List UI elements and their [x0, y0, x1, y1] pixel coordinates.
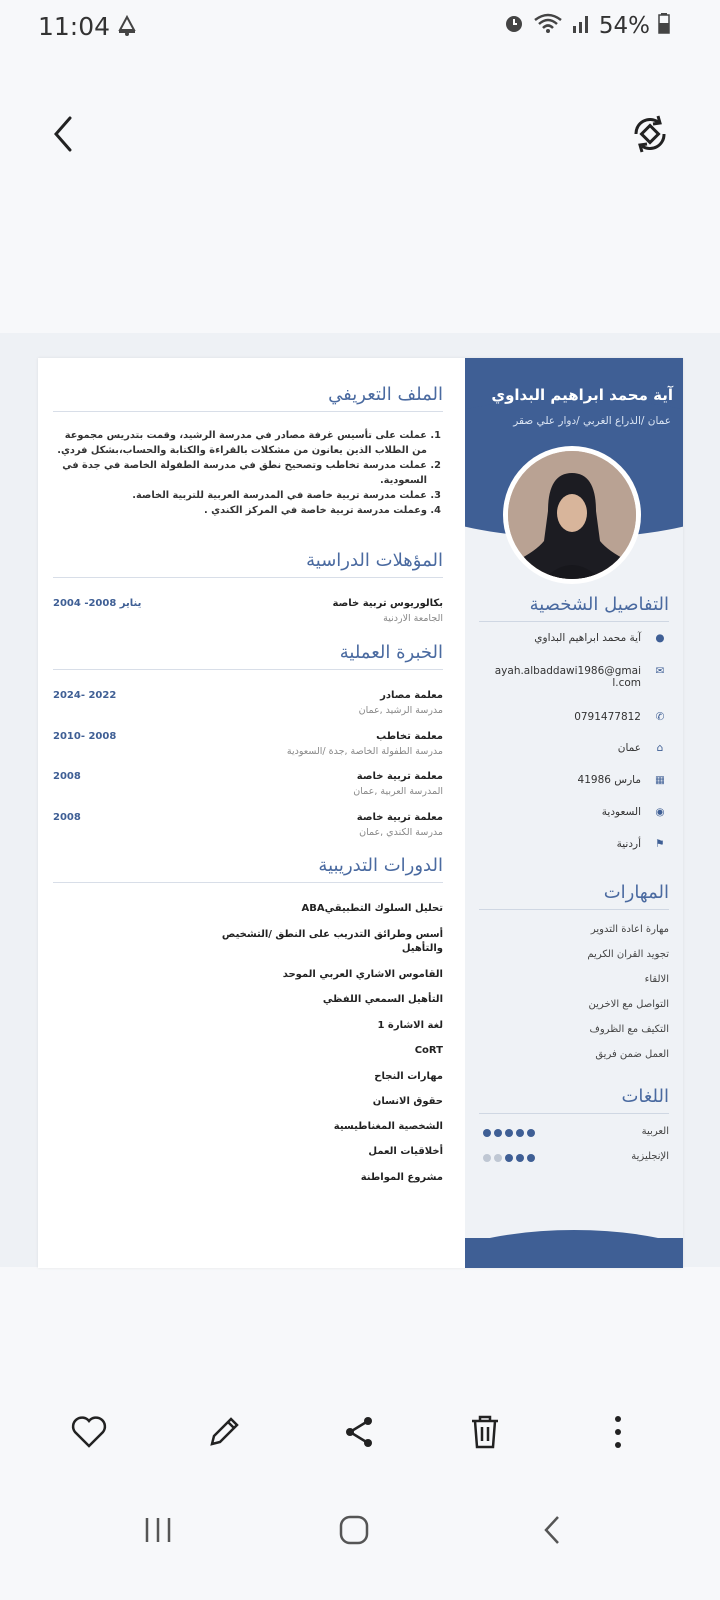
level-dot: [483, 1129, 491, 1137]
person-icon: ●: [655, 632, 665, 644]
profile-heading: الملف التعريفي: [53, 384, 443, 412]
skills-heading: المهارات: [479, 882, 669, 910]
level-dot: [516, 1154, 524, 1162]
course-item: الشخصية المغناطيسية: [333, 1121, 443, 1132]
skill-item: الالقاء: [644, 974, 669, 985]
more-options-button[interactable]: [596, 1410, 640, 1454]
level-dot: [516, 1129, 524, 1137]
profile-list: [47, 428, 443, 518]
calendar-icon: ▦: [655, 774, 665, 786]
language-level-dots: [483, 1129, 535, 1137]
entry-title: بكالوريوس تربية خاصة: [332, 598, 443, 609]
course-item: CoRT: [414, 1045, 443, 1056]
level-dot: [483, 1154, 491, 1162]
language-level-dots: [483, 1154, 535, 1162]
experience-heading: الخبرة العملية: [53, 642, 443, 670]
education-entry: [53, 598, 443, 634]
detail-phone: 0791477812 ✆: [479, 711, 669, 739]
detail-nationality: أردنية ⚑: [479, 838, 669, 866]
delete-button[interactable]: [463, 1410, 507, 1454]
entry-title: معلمة تخاطب: [376, 731, 443, 742]
entry-subtitle: مدرسة الرشيد ,عمان: [358, 705, 443, 716]
courses-heading: الدورات التدريبية: [53, 855, 443, 883]
back-nav-icon: [540, 1514, 564, 1546]
experience-entry: [53, 690, 443, 726]
level-dot: [494, 1154, 502, 1162]
detail-city: عمان ⌂: [479, 742, 669, 770]
course-item: مهارات النجاح: [374, 1071, 443, 1082]
skill-item: مهارة اعادة التدوير: [590, 924, 669, 935]
edit-button[interactable]: [202, 1410, 246, 1454]
alarm-bell-icon: [116, 14, 138, 42]
profile-item: 2. عملت مدرسة تخاطب وتصحيح نطق في مدرسة الطفولة الخاصة في جدة في السعودية.: [47, 458, 427, 488]
language-row: [479, 1126, 669, 1142]
entry-subtitle: الجامعة الاردنية: [383, 613, 443, 624]
email-icon: ✉: [655, 665, 665, 677]
image-actions-bar: [0, 1402, 720, 1462]
skill-item: التكيف مع الظروف: [589, 1024, 669, 1035]
course-item: لغة الاشارة 1: [377, 1020, 443, 1031]
sidebar-footer-band: [465, 1238, 683, 1268]
resume-name: آية محمد ابراهيم البداوي: [491, 386, 673, 404]
battery-percent: 54%: [598, 13, 650, 39]
share-icon: [342, 1414, 376, 1450]
detail-name: آية محمد ابراهيم البداوي ●: [479, 632, 669, 660]
heart-icon: [70, 1415, 108, 1449]
detail-residence: السعودية ◉: [479, 806, 669, 834]
phone-icon: ✆: [655, 711, 665, 723]
recent-apps-button[interactable]: [136, 1508, 180, 1552]
detail-email: ayah.albaddawi1986@gmail.com ✉: [479, 665, 669, 701]
home-nav-icon: [338, 1514, 370, 1546]
wifi-icon: [533, 12, 563, 40]
status-bar: [0, 0, 720, 56]
detail-birthdate: 4مارس 1986 ▦: [479, 774, 669, 802]
course-item: مشروع المواطنة: [360, 1172, 443, 1183]
entry-title: معلمة تربية خاصة: [356, 771, 443, 782]
profile-photo: [503, 446, 641, 584]
level-dot: [527, 1154, 535, 1162]
favorite-button[interactable]: [67, 1410, 111, 1454]
entry-subtitle: مدرسة الطفولة الخاصة ,جدة /السعودية: [286, 746, 443, 757]
share-button[interactable]: [337, 1410, 381, 1454]
flag-icon: ⚑: [655, 838, 665, 850]
home-icon: ⌂: [656, 742, 664, 754]
home-button[interactable]: [332, 1508, 376, 1552]
alarm-icon: [503, 12, 525, 40]
skill-item: العمل ضمن فريق: [595, 1049, 669, 1060]
entry-date: 2004 -يناير 2008: [53, 598, 142, 609]
profile-item: 4. وعملت مدرسة تربية خاصة في المركز الكندي .: [47, 503, 427, 518]
more-vertical-icon: [613, 1415, 623, 1449]
portrait-image: [508, 451, 636, 579]
entry-title: معلمة مصادر: [380, 690, 443, 701]
pencil-icon: [206, 1414, 242, 1450]
profile-item: 1. عملت على تأسيس غرفة مصادر في مدرسة الرشيد، وقمت بتدريس مجموعة من الطلاب الذين يعانون من مشكلات بالقراءة والكتابة والحساب،بشكل فردي.: [47, 428, 427, 458]
skill-item: تجويد القران الكريم: [587, 949, 669, 960]
experience-entry: [53, 731, 443, 767]
profile-item: 3. عملت مدرسة تربية خاصة في المدرسة العربية للتربية الخاصة.: [47, 488, 427, 503]
entry-date: 2010- 2008: [53, 731, 117, 742]
entry-subtitle: مدرسة الكندي ,عمان: [359, 827, 443, 838]
viewer-top-bar: [0, 100, 720, 170]
recents-icon: [143, 1516, 173, 1544]
course-item: ABAتحليل السلوك التطبيقي: [301, 903, 443, 914]
experience-entry: [53, 812, 443, 848]
entry-date: 2024- 2022: [53, 690, 117, 701]
language-name: الإنجليزية: [631, 1151, 669, 1162]
education-heading: المؤهلات الدراسية: [53, 550, 443, 578]
resume-sidebar: [465, 358, 683, 1268]
course-item: القاموس الاشاري العربي الموحد: [282, 969, 443, 980]
location-pin-icon: ◉: [655, 806, 665, 818]
level-dot: [494, 1129, 502, 1137]
system-nav-bar: [0, 1500, 720, 1560]
rotate-button[interactable]: [628, 112, 672, 156]
language-row: [479, 1151, 669, 1167]
personal-details-heading: التفاصيل الشخصية: [479, 594, 669, 622]
back-arrow-icon: [44, 114, 84, 154]
battery-icon: [658, 12, 670, 40]
language-name: العربية: [641, 1126, 669, 1137]
level-dot: [505, 1129, 513, 1137]
experience-entry: [53, 771, 443, 807]
resume-main: [38, 358, 465, 1268]
resume-document[interactable]: [38, 358, 683, 1268]
back-button[interactable]: [44, 114, 84, 154]
entry-date: 2008: [53, 771, 81, 782]
resume-location: عمان /الذراع الغربي /دوار علي صقر: [513, 415, 671, 427]
level-dot: [527, 1129, 535, 1137]
course-item: أخلاقيات العمل: [368, 1146, 443, 1157]
rotate-icon: [628, 112, 672, 156]
course-item: حقوق الانسان: [372, 1096, 443, 1107]
course-item: أسس وطرائق التدريب على النطق /التشخيص والتأهيل: [221, 929, 443, 954]
status-right: [503, 12, 670, 40]
languages-heading: اللغات: [479, 1086, 669, 1114]
entry-title: معلمة تربية خاصة: [356, 812, 443, 823]
entry-subtitle: المدرسة العربية ,عمان: [353, 786, 443, 797]
entry-date: 2008: [53, 812, 81, 823]
trash-icon: [469, 1413, 501, 1451]
course-item: التأهيل السمعي اللفظي: [322, 994, 443, 1005]
system-back-button[interactable]: [530, 1508, 574, 1552]
skill-item: التواصل مع الاخرين: [588, 999, 669, 1010]
status-time: 11:04: [38, 12, 111, 41]
level-dot: [505, 1154, 513, 1162]
signal-icon: [571, 12, 591, 40]
